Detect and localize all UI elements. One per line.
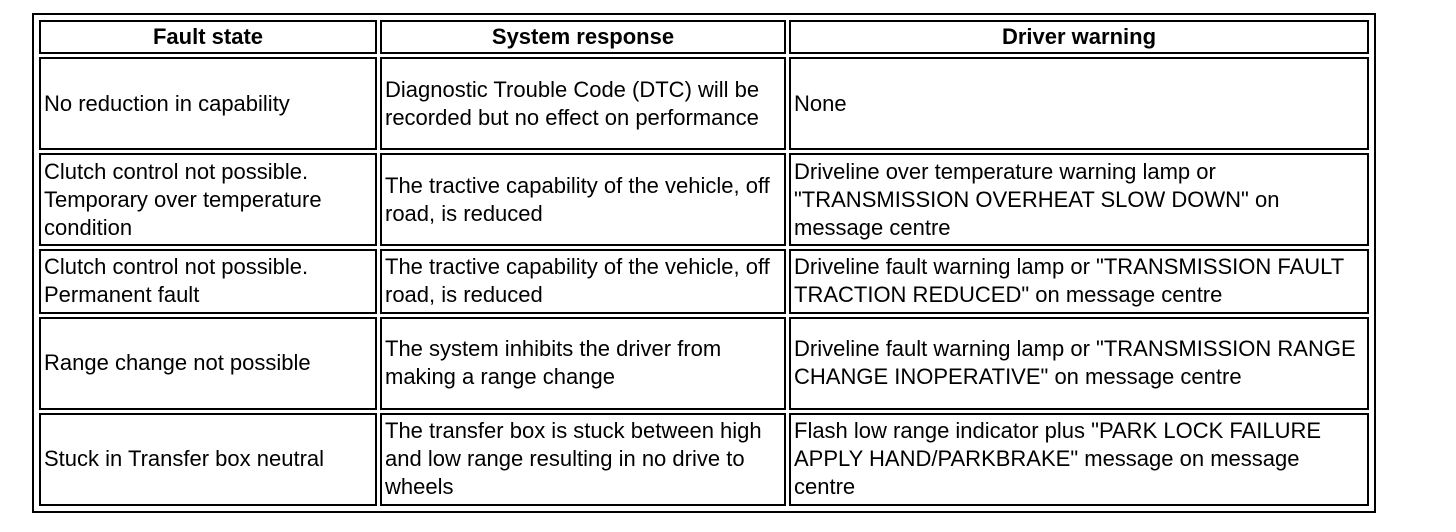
cell-driver-warning: None [789,57,1369,150]
cell-driver-warning: Driveline fault warning lamp or "TRANSMISSION RANGE CHANGE INOPERATIVE" on message centre [789,317,1369,410]
cell-system-response: The tractive capability of the vehicle, off road, is reduced [380,249,786,314]
cell-system-response: Diagnostic Trouble Code (DTC) will be recorded but no effect on performance [380,57,786,150]
cell-system-response: The tractive capability of the vehicle, off road, is reduced [380,153,786,246]
table-row [39,249,1369,314]
header-fault-state: Fault state [39,20,377,54]
cell-fault-state: Clutch control not possible. Temporary over temperature condition [39,153,377,246]
table-row [39,57,1369,150]
cell-fault-state: Clutch control not possible. Permanent fault [39,249,377,314]
header-driver-warning: Driver warning [789,20,1369,54]
fault-table-frame [32,13,1376,513]
table-header-row [39,20,1369,54]
cell-system-response: The system inhibits the driver from making a range change [380,317,786,410]
cell-system-response: The transfer box is stuck between high and low range resulting in no drive to wheels [380,413,786,506]
cell-driver-warning: Driveline over temperature warning lamp or "TRANSMISSION OVERHEAT SLOW DOWN" on message centre [789,153,1369,246]
cell-driver-warning: Driveline fault warning lamp or "TRANSMISSION FAULT TRACTION REDUCED" on message centre [789,249,1369,314]
cell-fault-state: Range change not possible [39,317,377,410]
cell-fault-state: Stuck in Transfer box neutral [39,413,377,506]
table-row [39,317,1369,410]
table-row [39,413,1369,506]
header-system-response: System response [380,20,786,54]
fault-state-table [36,17,1372,509]
cell-driver-warning: Flash low range indicator plus "PARK LOCK FAILURE APPLY HAND/PARKBRAKE" message on message centre [789,413,1369,506]
cell-fault-state: No reduction in capability [39,57,377,150]
table-row [39,153,1369,246]
